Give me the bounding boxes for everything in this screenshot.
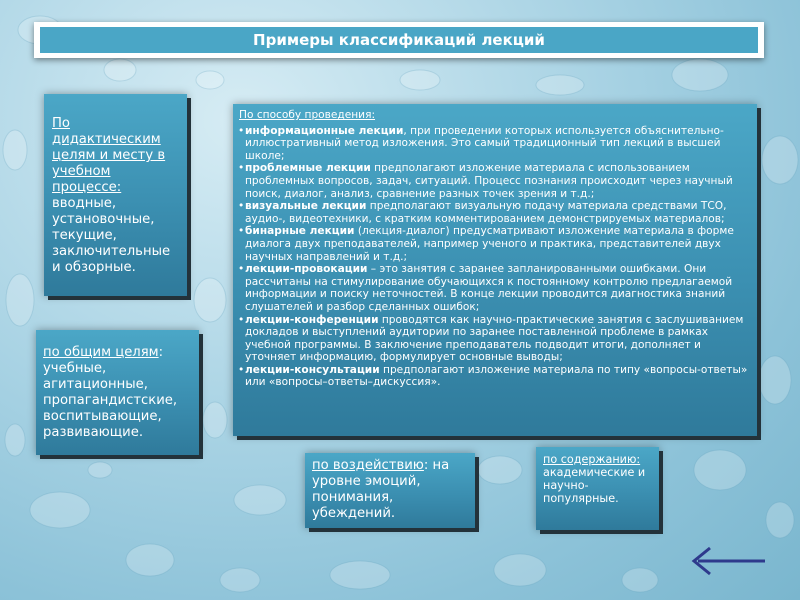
list-item: [239, 364, 751, 389]
general-goals-box: [36, 330, 199, 455]
list-item: [239, 225, 751, 263]
list-item-text: (лекция-диалог) предусматривают изложение материала в форме диалога двух преподавателей, например ученого и практика, представителей двух научных направлений и т.д.;: [245, 225, 734, 263]
title-panel: [40, 27, 758, 53]
didactic-classification-box: [44, 94, 187, 296]
list-item-term: бинарные лекции: [245, 225, 355, 238]
list-item-text: предполагают визуальную подачу материала средствами ТСО, аудио-, видеотехники, с кратким комментированием демонстрируемых материалов;: [245, 200, 727, 225]
didactic-text: вводные, установочные, текущие, заключительные и обзорные.: [52, 196, 171, 275]
didactic-heading: По дидактическим целям и месту в учебном процессе:: [52, 116, 166, 195]
list-item-term: информационные лекции: [245, 124, 404, 137]
list-item-text: проводятся как научно-практические занятия с заслушиванием докладов и выступлений аудитории по заранее поставленной проблеме в рамках учебной программы. В заключение преподаватель подводит итоги, дополняет и уточняет информацию, формулирует основные выводы;: [245, 313, 744, 364]
impact-text: : на уровне эмоций, понимания, убеждений.: [312, 458, 450, 521]
list-item: [239, 314, 751, 364]
list-item-term: проблемные лекции: [245, 162, 371, 175]
title-bar: [34, 22, 764, 58]
method-list: [239, 125, 751, 389]
method-heading: По способу проведения:: [239, 109, 376, 121]
list-item: [239, 162, 751, 200]
list-item-term: лекции-провокации: [245, 263, 368, 276]
page-title: Примеры классификаций лекций: [253, 31, 545, 49]
content-heading: по содержанию:: [543, 453, 641, 466]
list-item-term: лекции-консультации: [245, 363, 380, 376]
method-box: [233, 104, 757, 436]
impact-heading: по воздействию: [312, 458, 424, 473]
list-item: [239, 263, 751, 313]
left-arrow-icon[interactable]: [688, 544, 768, 578]
list-item-text: предполагают изложение материала с использованием проблемных вопросов, задач, ситуаций. Процесс познания происходит через научный поиск, диалог, анализ, сравнение разных точек зрения и т.д.;: [245, 162, 733, 200]
list-item-term: лекции-конференции: [245, 313, 379, 326]
list-item-term: визуальные лекции: [245, 200, 367, 213]
list-item-text: , при проведении которых используется объяснительно-иллюстративный метод изложения. Это самый традиционный тип лекций в высшей школе;: [245, 124, 724, 162]
list-item-text: предполагают изложение материала по типу «вопросы-ответы» или «вопросы–ответы–дискуссия».: [245, 363, 748, 389]
content-box: [536, 447, 659, 530]
impact-box: [305, 453, 475, 528]
list-item: [239, 200, 751, 225]
general-heading: по общим целям: [43, 345, 159, 360]
list-item-text: – это занятия с заранее запланированными ошибками. Они рассчитаны на стимулирование обучающихся к постоянному контролю предлагаемой информации и поиску неточностей. В конце лекции проводится диагностика знаний слушателей и разбор сделанных ошибок;: [245, 263, 733, 313]
general-text: : учебные, агитационные, пропагандистские, воспитывающие, развивающие.: [43, 345, 178, 440]
list-item: [239, 125, 751, 163]
content-text: академические и научно-популярные.: [543, 466, 646, 505]
